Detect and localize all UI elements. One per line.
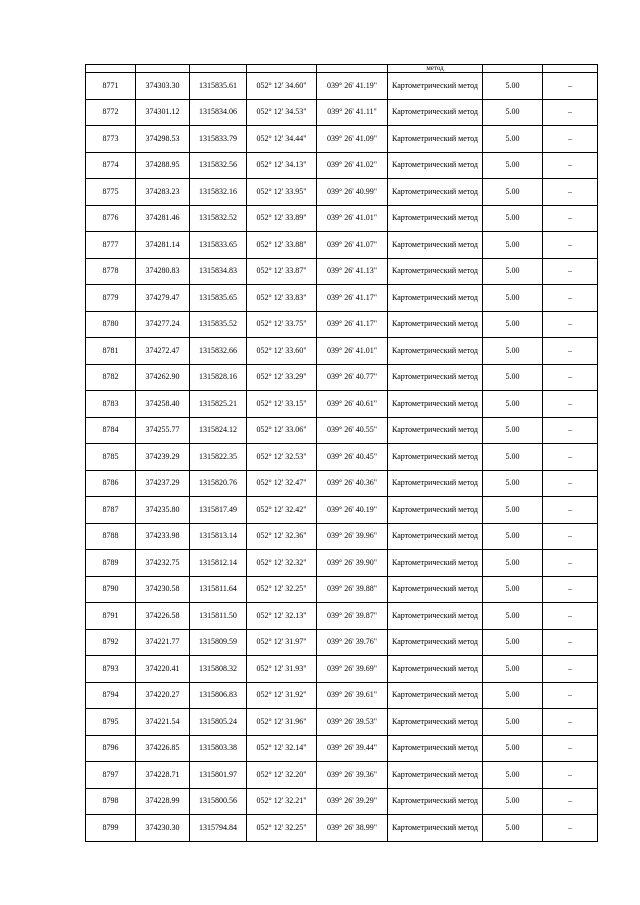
longitude-cell: 039° 26' 41.17" (317, 311, 388, 338)
table-row (86, 338, 598, 365)
longitude-cell: 039° 26' 41.11" (317, 99, 388, 126)
accuracy-cell: 5.00 (483, 497, 543, 524)
latitude-cell: 052° 12' 32.20" (247, 762, 317, 789)
y-coordinate-cell: 1315835.61 (190, 73, 247, 100)
x-coordinate-cell: 374221.77 (136, 629, 190, 656)
note-cell: – (543, 762, 598, 789)
latitude-cell: 052° 12' 33.89" (247, 205, 317, 232)
latitude-cell: 052° 12' 32.25" (247, 576, 317, 603)
cell (543, 65, 598, 73)
point-number-cell: 8796 (86, 735, 136, 762)
y-coordinate-cell: 1315811.50 (190, 603, 247, 630)
point-number-cell: 8779 (86, 285, 136, 312)
latitude-cell: 052° 12' 31.92" (247, 682, 317, 709)
longitude-cell: 039° 26' 40.99" (317, 179, 388, 206)
method-cell: Картометрический метод (388, 788, 483, 815)
longitude-cell: 039° 26' 40.77" (317, 364, 388, 391)
method-cell: Картометрический метод (388, 762, 483, 789)
longitude-cell: 039° 26' 40.61" (317, 391, 388, 418)
longitude-cell: 039° 26' 41.13" (317, 258, 388, 285)
longitude-cell: 039° 26' 39.88" (317, 576, 388, 603)
point-number-cell: 8782 (86, 364, 136, 391)
latitude-cell: 052° 12' 32.32" (247, 550, 317, 577)
accuracy-cell: 5.00 (483, 126, 543, 153)
table-row (86, 258, 598, 285)
y-coordinate-cell: 1315822.35 (190, 444, 247, 471)
longitude-cell: 039° 26' 38.99" (317, 815, 388, 842)
x-coordinate-cell: 374283.23 (136, 179, 190, 206)
x-coordinate-cell: 374237.29 (136, 470, 190, 497)
table-row (86, 682, 598, 709)
method-cell: Картометрический метод (388, 629, 483, 656)
accuracy-cell: 5.00 (483, 550, 543, 577)
latitude-cell: 052° 12' 32.53" (247, 444, 317, 471)
y-coordinate-cell: 1315805.24 (190, 709, 247, 736)
accuracy-cell: 5.00 (483, 735, 543, 762)
latitude-cell: 052° 12' 31.93" (247, 656, 317, 683)
table-row (86, 735, 598, 762)
method-cell: Картометрический метод (388, 550, 483, 577)
method-cell: Картометрический метод (388, 417, 483, 444)
point-number-cell: 8785 (86, 444, 136, 471)
point-number-cell: 8787 (86, 497, 136, 524)
accuracy-cell: 5.00 (483, 417, 543, 444)
longitude-cell: 039° 26' 41.07" (317, 232, 388, 259)
accuracy-cell: 5.00 (483, 470, 543, 497)
cell (86, 65, 136, 73)
longitude-cell: 039° 26' 39.29" (317, 788, 388, 815)
point-number-cell: 8793 (86, 656, 136, 683)
latitude-cell: 052° 12' 34.44" (247, 126, 317, 153)
note-cell: – (543, 550, 598, 577)
x-coordinate-cell: 374272.47 (136, 338, 190, 365)
x-coordinate-cell: 374226.58 (136, 603, 190, 630)
longitude-cell: 039° 26' 39.69" (317, 656, 388, 683)
longitude-cell: 039° 26' 39.87" (317, 603, 388, 630)
longitude-cell: 039° 26' 41.01" (317, 338, 388, 365)
method-cell: Картометрический метод (388, 656, 483, 683)
longitude-cell: 039° 26' 39.96" (317, 523, 388, 550)
table-row (86, 576, 598, 603)
x-coordinate-cell: 374235.80 (136, 497, 190, 524)
point-number-cell: 8781 (86, 338, 136, 365)
method-cell: Картометрический метод (388, 311, 483, 338)
table-row (86, 232, 598, 259)
latitude-cell: 052° 12' 33.83" (247, 285, 317, 312)
note-cell: – (543, 126, 598, 153)
point-number-cell: 8777 (86, 232, 136, 259)
note-cell: – (543, 523, 598, 550)
latitude-cell: 052° 12' 32.25" (247, 815, 317, 842)
x-coordinate-cell: 374301.12 (136, 99, 190, 126)
table-row (86, 205, 598, 232)
table-row (86, 788, 598, 815)
longitude-cell: 039° 26' 41.01" (317, 205, 388, 232)
y-coordinate-cell: 1315832.52 (190, 205, 247, 232)
x-coordinate-cell: 374220.41 (136, 656, 190, 683)
table-row (86, 285, 598, 312)
y-coordinate-cell: 1315803.38 (190, 735, 247, 762)
x-coordinate-cell: 374228.71 (136, 762, 190, 789)
method-cell: Картометрический метод (388, 603, 483, 630)
point-number-cell: 8794 (86, 682, 136, 709)
method-cell: Картометрический метод (388, 285, 483, 312)
method-cell: Картометрический метод (388, 126, 483, 153)
y-coordinate-cell: 1315832.66 (190, 338, 247, 365)
point-number-cell: 8797 (86, 762, 136, 789)
x-coordinate-cell: 374298.53 (136, 126, 190, 153)
latitude-cell: 052° 12' 32.14" (247, 735, 317, 762)
longitude-cell: 039° 26' 41.02" (317, 152, 388, 179)
table-row (86, 762, 598, 789)
table-row (86, 152, 598, 179)
latitude-cell: 052° 12' 33.06" (247, 417, 317, 444)
y-coordinate-cell: 1315832.16 (190, 179, 247, 206)
x-coordinate-cell: 374281.46 (136, 205, 190, 232)
method-cell: Картометрический метод (388, 179, 483, 206)
x-coordinate-cell: 374221.54 (136, 709, 190, 736)
x-coordinate-cell: 374232.75 (136, 550, 190, 577)
method-cell: Картометрический метод (388, 232, 483, 259)
x-coordinate-cell: 374288.95 (136, 152, 190, 179)
method-cell: Картометрический метод (388, 709, 483, 736)
table-row (86, 815, 598, 842)
latitude-cell: 052° 12' 33.60" (247, 338, 317, 365)
accuracy-cell: 5.00 (483, 576, 543, 603)
note-cell: – (543, 73, 598, 100)
accuracy-cell: 5.00 (483, 338, 543, 365)
cell (136, 65, 190, 73)
y-coordinate-cell: 1315820.76 (190, 470, 247, 497)
table-row (86, 364, 598, 391)
accuracy-cell: 5.00 (483, 629, 543, 656)
note-cell: – (543, 99, 598, 126)
longitude-cell: 039° 26' 41.09" (317, 126, 388, 153)
note-cell: – (543, 232, 598, 259)
y-coordinate-cell: 1315832.56 (190, 152, 247, 179)
table-row (86, 656, 598, 683)
note-cell: – (543, 709, 598, 736)
table-row (86, 629, 598, 656)
longitude-cell: 039° 26' 41.19" (317, 73, 388, 100)
x-coordinate-cell: 374220.27 (136, 682, 190, 709)
method-cell: Картометрический метод (388, 364, 483, 391)
latitude-cell: 052° 12' 33.75" (247, 311, 317, 338)
method-cell: Картометрический метод (388, 497, 483, 524)
method-cell: Картометрический метод (388, 152, 483, 179)
accuracy-cell: 5.00 (483, 258, 543, 285)
x-coordinate-cell: 374258.40 (136, 391, 190, 418)
method-cell: Картометрический метод (388, 576, 483, 603)
x-coordinate-cell: 374255.77 (136, 417, 190, 444)
accuracy-cell: 5.00 (483, 815, 543, 842)
accuracy-cell: 5.00 (483, 152, 543, 179)
note-cell: – (543, 417, 598, 444)
longitude-cell: 039° 26' 39.36" (317, 762, 388, 789)
note-cell: – (543, 364, 598, 391)
point-number-cell: 8784 (86, 417, 136, 444)
x-coordinate-cell: 374279.47 (136, 285, 190, 312)
point-number-cell: 8780 (86, 311, 136, 338)
accuracy-cell: 5.00 (483, 232, 543, 259)
x-coordinate-cell: 374262.90 (136, 364, 190, 391)
accuracy-cell: 5.00 (483, 73, 543, 100)
note-cell: – (543, 179, 598, 206)
accuracy-cell: 5.00 (483, 523, 543, 550)
y-coordinate-cell: 1315833.79 (190, 126, 247, 153)
y-coordinate-cell: 1315809.59 (190, 629, 247, 656)
note-cell: – (543, 391, 598, 418)
note-cell: – (543, 682, 598, 709)
point-number-cell: 8773 (86, 126, 136, 153)
point-number-cell: 8778 (86, 258, 136, 285)
method-cell: Картометрический метод (388, 338, 483, 365)
cell (247, 65, 317, 73)
y-coordinate-cell: 1315811.64 (190, 576, 247, 603)
table-row (86, 550, 598, 577)
accuracy-cell: 5.00 (483, 788, 543, 815)
method-cell: Картометрический метод (388, 99, 483, 126)
latitude-cell: 052° 12' 33.29" (247, 364, 317, 391)
table-row (86, 523, 598, 550)
table-row (86, 179, 598, 206)
x-coordinate-cell: 374281.14 (136, 232, 190, 259)
method-cell: Картометрический метод (388, 205, 483, 232)
y-coordinate-cell: 1315834.83 (190, 258, 247, 285)
y-coordinate-cell: 1315817.49 (190, 497, 247, 524)
note-cell: – (543, 629, 598, 656)
y-coordinate-cell: 1315812.14 (190, 550, 247, 577)
note-cell: – (543, 788, 598, 815)
note-cell: – (543, 152, 598, 179)
x-coordinate-cell: 374228.99 (136, 788, 190, 815)
point-number-cell: 8788 (86, 523, 136, 550)
note-cell: – (543, 285, 598, 312)
note-cell: – (543, 735, 598, 762)
table-row (86, 470, 598, 497)
accuracy-cell: 5.00 (483, 205, 543, 232)
note-cell: – (543, 470, 598, 497)
y-coordinate-cell: 1315806.83 (190, 682, 247, 709)
y-coordinate-cell: 1315828.16 (190, 364, 247, 391)
y-coordinate-cell: 1315835.52 (190, 311, 247, 338)
continued-row (86, 65, 598, 73)
y-coordinate-cell: 1315794.84 (190, 815, 247, 842)
point-number-cell: 8771 (86, 73, 136, 100)
latitude-cell: 052° 12' 33.87" (247, 258, 317, 285)
latitude-cell: 052° 12' 34.53" (247, 99, 317, 126)
table-row (86, 99, 598, 126)
note-cell: – (543, 311, 598, 338)
method-cell: Картометрический метод (388, 682, 483, 709)
latitude-cell: 052° 12' 32.47" (247, 470, 317, 497)
y-coordinate-cell: 1315808.32 (190, 656, 247, 683)
method-cell: Картометрический метод (388, 444, 483, 471)
accuracy-cell: 5.00 (483, 391, 543, 418)
latitude-cell: 052° 12' 34.13" (247, 152, 317, 179)
longitude-cell: 039° 26' 39.61" (317, 682, 388, 709)
latitude-cell: 052° 12' 33.15" (247, 391, 317, 418)
table-row (86, 709, 598, 736)
latitude-cell: 052° 12' 34.60" (247, 73, 317, 100)
point-number-cell: 8772 (86, 99, 136, 126)
table-row (86, 126, 598, 153)
table-row (86, 603, 598, 630)
x-coordinate-cell: 374230.58 (136, 576, 190, 603)
note-cell: – (543, 656, 598, 683)
accuracy-cell: 5.00 (483, 444, 543, 471)
point-number-cell: 8776 (86, 205, 136, 232)
longitude-cell: 039° 26' 39.53" (317, 709, 388, 736)
accuracy-cell: 5.00 (483, 179, 543, 206)
latitude-cell: 052° 12' 32.36" (247, 523, 317, 550)
y-coordinate-cell: 1315801.97 (190, 762, 247, 789)
note-cell: – (543, 497, 598, 524)
y-coordinate-cell: 1315834.06 (190, 99, 247, 126)
method-cell: Картометрический метод (388, 735, 483, 762)
cell (317, 65, 388, 73)
latitude-cell: 052° 12' 33.95" (247, 179, 317, 206)
note-cell: – (543, 603, 598, 630)
longitude-cell: 039° 26' 39.90" (317, 550, 388, 577)
note-cell: – (543, 258, 598, 285)
method-cell: Картометрический метод (388, 258, 483, 285)
table-row (86, 391, 598, 418)
accuracy-cell: 5.00 (483, 285, 543, 312)
point-number-cell: 8775 (86, 179, 136, 206)
coordinates-table (85, 64, 598, 842)
continued-method-cell: метод (388, 65, 483, 73)
latitude-cell: 052° 12' 32.21" (247, 788, 317, 815)
longitude-cell: 039° 26' 40.45" (317, 444, 388, 471)
note-cell: – (543, 815, 598, 842)
method-cell: Картометрический метод (388, 523, 483, 550)
latitude-cell: 052° 12' 32.42" (247, 497, 317, 524)
x-coordinate-cell: 374303.30 (136, 73, 190, 100)
y-coordinate-cell: 1315800.56 (190, 788, 247, 815)
note-cell: – (543, 576, 598, 603)
accuracy-cell: 5.00 (483, 603, 543, 630)
method-cell: Картометрический метод (388, 73, 483, 100)
table-row (86, 311, 598, 338)
point-number-cell: 8786 (86, 470, 136, 497)
accuracy-cell: 5.00 (483, 311, 543, 338)
method-cell: Картометрический метод (388, 391, 483, 418)
point-number-cell: 8799 (86, 815, 136, 842)
y-coordinate-cell: 1315835.65 (190, 285, 247, 312)
point-number-cell: 8792 (86, 629, 136, 656)
x-coordinate-cell: 374230.30 (136, 815, 190, 842)
table-row (86, 497, 598, 524)
method-cell: Картометрический метод (388, 815, 483, 842)
cell (483, 65, 543, 73)
x-coordinate-cell: 374226.85 (136, 735, 190, 762)
longitude-cell: 039° 26' 41.17" (317, 285, 388, 312)
accuracy-cell: 5.00 (483, 709, 543, 736)
longitude-cell: 039° 26' 39.76" (317, 629, 388, 656)
x-coordinate-cell: 374277.24 (136, 311, 190, 338)
latitude-cell: 052° 12' 31.96" (247, 709, 317, 736)
longitude-cell: 039° 26' 40.36" (317, 470, 388, 497)
table-row (86, 444, 598, 471)
longitude-cell: 039° 26' 39.44" (317, 735, 388, 762)
y-coordinate-cell: 1315825.21 (190, 391, 247, 418)
latitude-cell: 052° 12' 33.88" (247, 232, 317, 259)
longitude-cell: 039° 26' 40.55" (317, 417, 388, 444)
x-coordinate-cell: 374233.98 (136, 523, 190, 550)
point-number-cell: 8798 (86, 788, 136, 815)
accuracy-cell: 5.00 (483, 99, 543, 126)
latitude-cell: 052° 12' 32.13" (247, 603, 317, 630)
point-number-cell: 8789 (86, 550, 136, 577)
accuracy-cell: 5.00 (483, 762, 543, 789)
method-cell: Картометрический метод (388, 470, 483, 497)
point-number-cell: 8790 (86, 576, 136, 603)
y-coordinate-cell: 1315833.65 (190, 232, 247, 259)
point-number-cell: 8791 (86, 603, 136, 630)
x-coordinate-cell: 374239.29 (136, 444, 190, 471)
point-number-cell: 8795 (86, 709, 136, 736)
table-body (86, 65, 598, 842)
note-cell: – (543, 338, 598, 365)
cell (190, 65, 247, 73)
x-coordinate-cell: 374280.83 (136, 258, 190, 285)
note-cell: – (543, 205, 598, 232)
point-number-cell: 8783 (86, 391, 136, 418)
longitude-cell: 039° 26' 40.19" (317, 497, 388, 524)
y-coordinate-cell: 1315824.12 (190, 417, 247, 444)
accuracy-cell: 5.00 (483, 364, 543, 391)
accuracy-cell: 5.00 (483, 682, 543, 709)
accuracy-cell: 5.00 (483, 656, 543, 683)
table-row (86, 73, 598, 100)
note-cell: – (543, 444, 598, 471)
y-coordinate-cell: 1315813.14 (190, 523, 247, 550)
table-row (86, 417, 598, 444)
latitude-cell: 052° 12' 31.97" (247, 629, 317, 656)
point-number-cell: 8774 (86, 152, 136, 179)
